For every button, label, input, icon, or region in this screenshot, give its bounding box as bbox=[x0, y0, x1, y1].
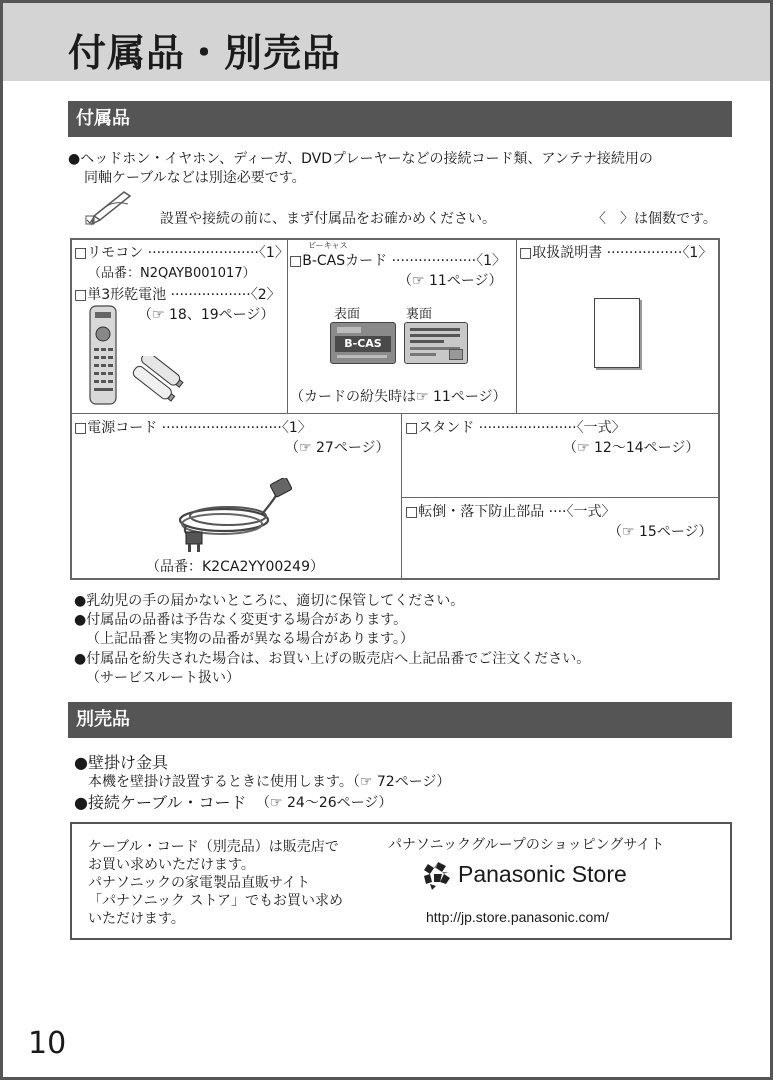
check-note: 設置や接続の前に、まず付属品をお確かめください。 bbox=[160, 211, 496, 227]
stand-label: □スタンド ······················〈一式〉 bbox=[405, 420, 626, 436]
pen-check-icon bbox=[84, 186, 140, 228]
panasonic-store-logo-icon bbox=[420, 860, 454, 890]
optional-item1-title: ●壁掛け金具 bbox=[74, 753, 168, 772]
stand-ref: （☞ 12〜14ページ） bbox=[563, 440, 700, 456]
remote-part-number: （品番：N2QAYB001017） bbox=[88, 266, 256, 281]
after-note: ●付属品を紛失された場合は、お買い上げの販売店へ上記品番でご注文ください。 bbox=[74, 651, 591, 667]
note-line: ●ヘッドホン・イヤホン、ディーガ、DVDプレーヤーなどの接続コード類、アンテナ接続用の bbox=[68, 151, 653, 167]
store-url[interactable]: http://jp.store.panasonic.com/ bbox=[426, 909, 609, 925]
battery-ref: （☞ 18、19ページ） bbox=[138, 307, 275, 323]
optional-item2-title: ●接続ケーブル・コード bbox=[74, 793, 247, 812]
panasonic-store-logo: Panasonic Store bbox=[458, 861, 627, 887]
store-caption: パナソニックグループのショッピングサイト bbox=[388, 837, 665, 853]
card-front-label: 表面 bbox=[334, 307, 361, 322]
bcas-card-text: B-CAS bbox=[335, 336, 391, 352]
count-note: 〈 〉は個数です。 bbox=[592, 211, 717, 227]
bcas-label: □B-CASカード ···················〈1〉 bbox=[289, 253, 507, 269]
store-text-line: パナソニックの家電製品直販サイト bbox=[88, 875, 311, 891]
page-title: 付属品・別売品 bbox=[68, 31, 342, 75]
optional-item2-ref: （☞ 24〜26ページ） bbox=[256, 795, 393, 811]
bcas-card-front bbox=[330, 322, 396, 364]
store-text-line: 「パナソニック ストア」でもお買い求め bbox=[88, 893, 344, 909]
card-back-label: 裏面 bbox=[406, 307, 433, 322]
manual-image bbox=[594, 298, 640, 368]
after-note: （サービスルート扱い） bbox=[86, 670, 240, 686]
page-number: 10 bbox=[28, 1026, 67, 1061]
manual-label: □取扱説明書 ·················〈1〉 bbox=[519, 245, 713, 261]
power-cord-image bbox=[172, 478, 300, 552]
battery-image bbox=[128, 356, 190, 402]
bcas-card-back bbox=[404, 322, 468, 364]
remote-image bbox=[88, 304, 120, 406]
after-note: （上記品番と実物の品番が異なる場合があります。） bbox=[86, 631, 414, 647]
antifall-ref: （☞ 15ページ） bbox=[608, 524, 713, 540]
after-note: ●付属品の品番は予告なく変更する場合があります。 bbox=[74, 612, 408, 628]
optional-item1-desc: 本機を壁掛け設置するときに使用します。（☞ 72ページ） bbox=[88, 774, 451, 790]
after-note: ●乳幼児の手の届かないところに、適切に保管してください。 bbox=[74, 593, 465, 609]
store-text-line: ケーブル・コード（別売品）は販売店で bbox=[88, 839, 339, 855]
bcas-lost-note: （カードの紛失時は☞ 11ページ） bbox=[290, 389, 507, 405]
bcas-ref: （☞ 11ページ） bbox=[398, 273, 503, 289]
battery-label: □単3形乾電池 ··················〈2〉 bbox=[74, 287, 281, 303]
power-cord-ref: （☞ 27ページ） bbox=[285, 440, 390, 456]
note-line: 同軸ケーブルなどは別途必要です。 bbox=[84, 170, 306, 186]
accessories-header: 付属品 bbox=[68, 101, 732, 137]
remote-label: □リモコン ·························〈1〉 bbox=[74, 245, 289, 261]
optional-header: 別売品 bbox=[68, 702, 732, 738]
bcas-ruby: ビーキャス bbox=[308, 241, 348, 250]
store-text-line: いただけます。 bbox=[88, 911, 185, 927]
power-cord-label: □電源コード ···························〈1〉 bbox=[74, 420, 312, 436]
antifall-label: □転倒・落下防止部品 ····〈一式〉 bbox=[405, 504, 616, 520]
power-cord-part-number: （品番：K2CA2YY00249） bbox=[146, 559, 324, 575]
store-text-line: お買い求めいただけます。 bbox=[88, 857, 255, 873]
